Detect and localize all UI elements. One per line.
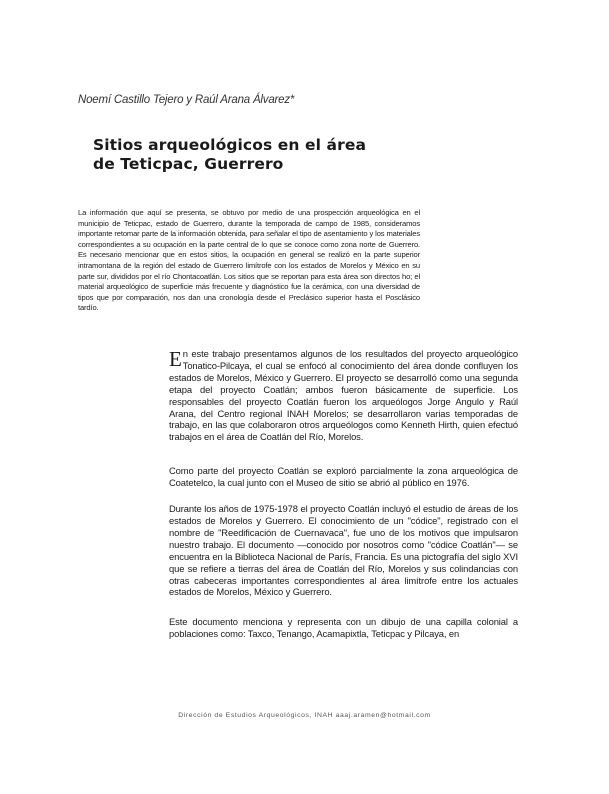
abstract: La información que aquí se presenta, se obtuvo por medio de una prospección arqueológica en el municipio de Teticpac, estado de Guerrero, durante la temporada de campo de 1985, consideramos importante retomar parte de la información obtenida, para señalar el tipo de asentamiento y los materiales correspondientes a su ocupación en la parte central de lo que se conoce como zona norte de Guerrero. Es necesario mencionar que en estos sitios, la ocupación en general se realizó en la parte superior intramontana de la región del estado de Guerrero limítrofe con los estados de Morelos y México en su parte sur, divididos por el río Chontacoatlán. Los sitios que se reportan para esta área son directos ho; el material arqueológico de superficie más frecuente y diagnóstico fue la cerámica, con una diversidad de tipos que por comparación, nos dan una cronología desde el Preclásico superior hasta el Posclásico tardío.	[78, 208, 420, 313]
paragraph-1-text: n este trabajo presentamos algunos de los resultados del proyecto arqueológico Tonatico-Pilcaya, el cual se enfocó al conocimiento del área donde confluyen los estados de Morelos, México y Guerrero. El proyecto se desarrolló como una segunda etapa del proyecto Coatlán; ambos fueron básicamente de superficie. Los responsables del proyecto Coatlán fueron los arqueólogos Jorge Angulo y Raúl Arana, del Centro regional INAH Morelos; se desarrollaron varias temporadas de trabajo, en las que colaboraron otros arqueólogos como Kenneth Hirth, quien efectuó trabajos en el área de Coatlán del Río, Morelos.	[169, 348, 518, 443]
paragraph-1	[169, 348, 518, 443]
body-text	[169, 348, 518, 654]
paragraph-2: Como parte del proyecto Coatlán se exploró parcialmente la zona arqueológica de Coatetelco, la cual junto con el Museo de sitio se abrió al público en 1976.	[169, 465, 518, 489]
footer-note: Dirección de Estudios Arqueológicos, INAH aaaj.aramen@hotmail.com	[178, 712, 431, 719]
article-title	[93, 136, 473, 174]
paragraph-3: Durante los años de 1975-1978 el proyecto Coatlán incluyó el estudio de áreas de los estados de Morelos y Guerrero. El conocimiento de un "códice", registrado con el nombre de "Reedificación de Cuernavaca", fue uno de los motivos que impulsaron nuestro trabajo. El documento —conocido por nosotros como "códice Coatlán"— se encuentra en la Biblioteca Nacional de París, Francia. Es una pictografía del siglo XVI que se refiere a tierras del área de Coatlán del Río, Morelos y sus colindancias con otras cabeceras importantes correspondientes al área limítrofe entre los actuales estados de Morelos, México y Guerrero.	[169, 503, 518, 598]
title-line-1: Sitios arqueológicos en el área	[93, 136, 367, 154]
title-line-2: de Teticpac, Guerrero	[93, 155, 284, 173]
drop-cap: E	[169, 347, 182, 371]
authors-line: Noemí Castillo Tejero y Raúl Arana Álvarez*	[78, 94, 295, 106]
paragraph-4: Este documento menciona y representa con un dibujo de una capilla colonial a poblaciones como: Taxco, Tenango, Acamapixtla, Teticpac y Pilcaya, en	[169, 616, 518, 640]
